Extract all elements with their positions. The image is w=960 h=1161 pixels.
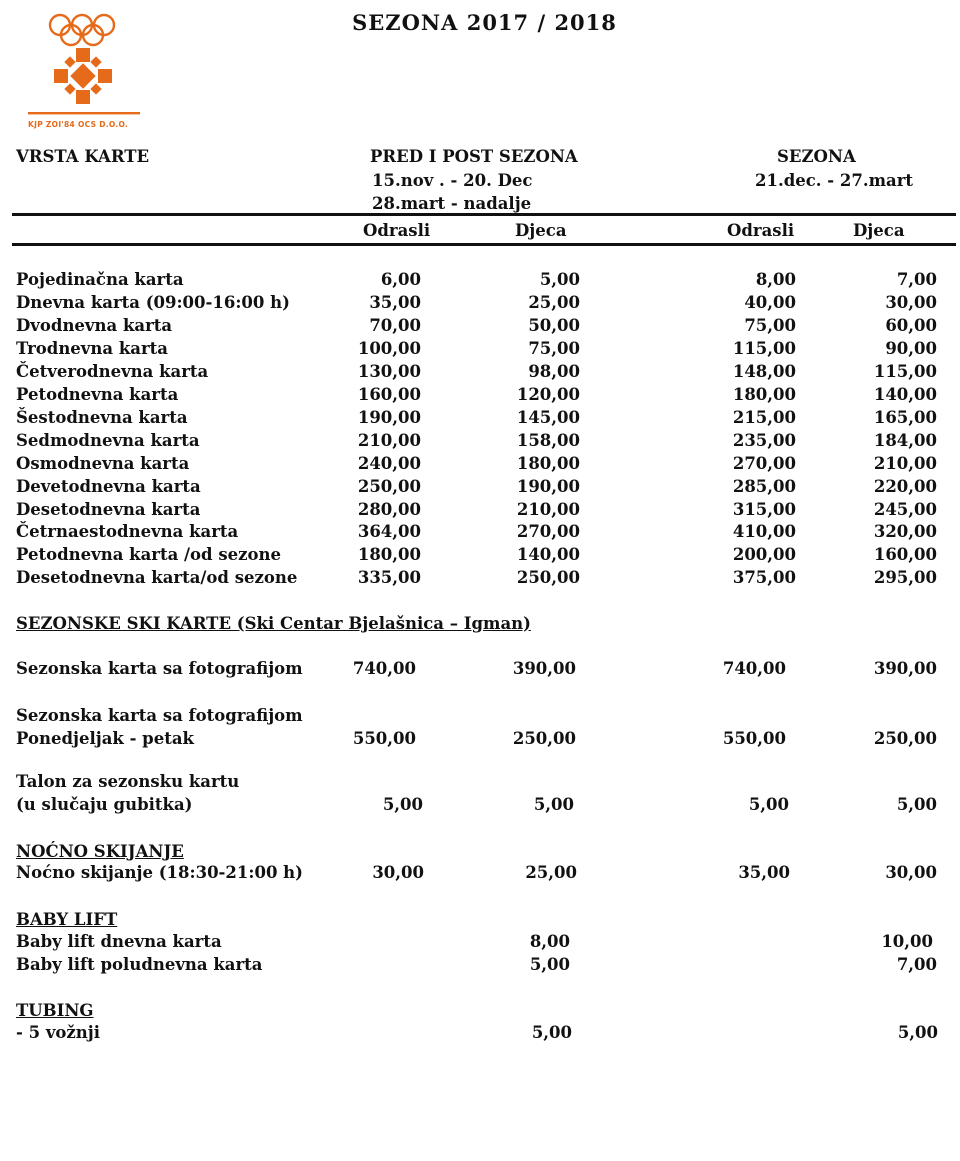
talon-label-1: Talon za sezonsku kartu: [16, 772, 240, 791]
table-row: Petodnevna karta 160,00 120,00 180,00 140,00: [16, 385, 937, 404]
seasonal-tickets-heading: SEZONSKE SKI KARTE (Ski Centar Bjelašnica – Igman): [16, 614, 531, 633]
col-header-adults-pre: Odrasli: [363, 221, 431, 240]
table-row: Noćno skijanje (18:30-21:00 h) 30,00 25,00 35,00 30,00: [16, 863, 937, 882]
col-header-adults-season: Odrasli: [727, 221, 795, 240]
pre-post-season-dates-1: 15.nov . - 20. Dec: [372, 171, 533, 190]
ticket-type-header: VRSTA KARTE: [16, 147, 150, 166]
baby-lift-heading: BABY LIFT: [16, 910, 118, 929]
table-row: Dnevna karta (09:00-16:00 h) 35,00 25,00 40,00 30,00: [16, 293, 937, 312]
olympic-rings-logo-icon: [28, 12, 144, 120]
header-divider-bottom: [12, 243, 956, 246]
table-row: Četrnaestodnevna karta 364,00 270,00 410,00 320,00: [16, 522, 937, 541]
col-header-children-season: Djeca: [853, 221, 905, 240]
table-row: Trodnevna karta 100,00 75,00 115,00 90,00: [16, 339, 937, 358]
seasonal-weekday-label-1: Sezonska karta sa fotografijom: [16, 706, 303, 725]
organization-logo: [28, 12, 144, 138]
table-row: Ponedjeljak - petak 550,00 250,00 550,00 250,00: [16, 729, 937, 748]
page-title: SEZONA 2017 / 2018: [352, 10, 617, 35]
table-row: Osmodnevna karta 240,00 180,00 270,00 210,00: [16, 454, 937, 473]
table-row: Baby lift poludnevna karta 5,00 7,00: [16, 955, 937, 974]
logo-caption: KJP ZOI'84 OCS D.O.O.: [28, 120, 129, 129]
season-dates: 21.dec. - 27.mart: [755, 171, 914, 190]
table-row: Dvodnevna karta 70,00 50,00 75,00 60,00: [16, 316, 937, 335]
table-row: (u slučaju gubitka) 5,00 5,00 5,00 5,00: [16, 795, 937, 814]
table-row: Sedmodnevna karta 210,00 158,00 235,00 184,00: [16, 431, 937, 450]
table-row: Baby lift dnevna karta 8,00 10,00: [16, 932, 933, 951]
header-divider-top: [12, 213, 956, 216]
night-skiing-heading: NOĆNO SKIJANJE: [16, 842, 184, 861]
table-row: Šestodnevna karta 190,00 145,00 215,00 165,00: [16, 408, 937, 427]
pre-post-season-header: PRED I POST SEZONA: [370, 147, 578, 166]
table-row: Desetodnevna karta/od sezone 335,00 250,00 375,00 295,00: [16, 568, 937, 587]
table-row: Četverodnevna karta 130,00 98,00 148,00 115,00: [16, 362, 937, 381]
col-header-children-pre: Djeca: [515, 221, 567, 240]
tubing-heading: TUBING: [16, 1001, 94, 1020]
table-row: Pojedinačna karta 6,00 5,00 8,00 7,00: [16, 270, 937, 289]
table-row: - 5 vožnji 5,00 5,00: [16, 1023, 938, 1042]
pre-post-season-dates-2: 28.mart - nadalje: [372, 194, 532, 213]
table-row: Devetodnevna karta 250,00 190,00 285,00 220,00: [16, 477, 937, 496]
table-row: Sezonska karta sa fotografijom 740,00 390,00 740,00 390,00: [16, 659, 937, 678]
table-row: Petodnevna karta /od sezone 180,00 140,00 200,00 160,00: [16, 545, 937, 564]
table-row: Desetodnevna karta 280,00 210,00 315,00 245,00: [16, 500, 937, 519]
season-header: SEZONA: [777, 147, 856, 166]
